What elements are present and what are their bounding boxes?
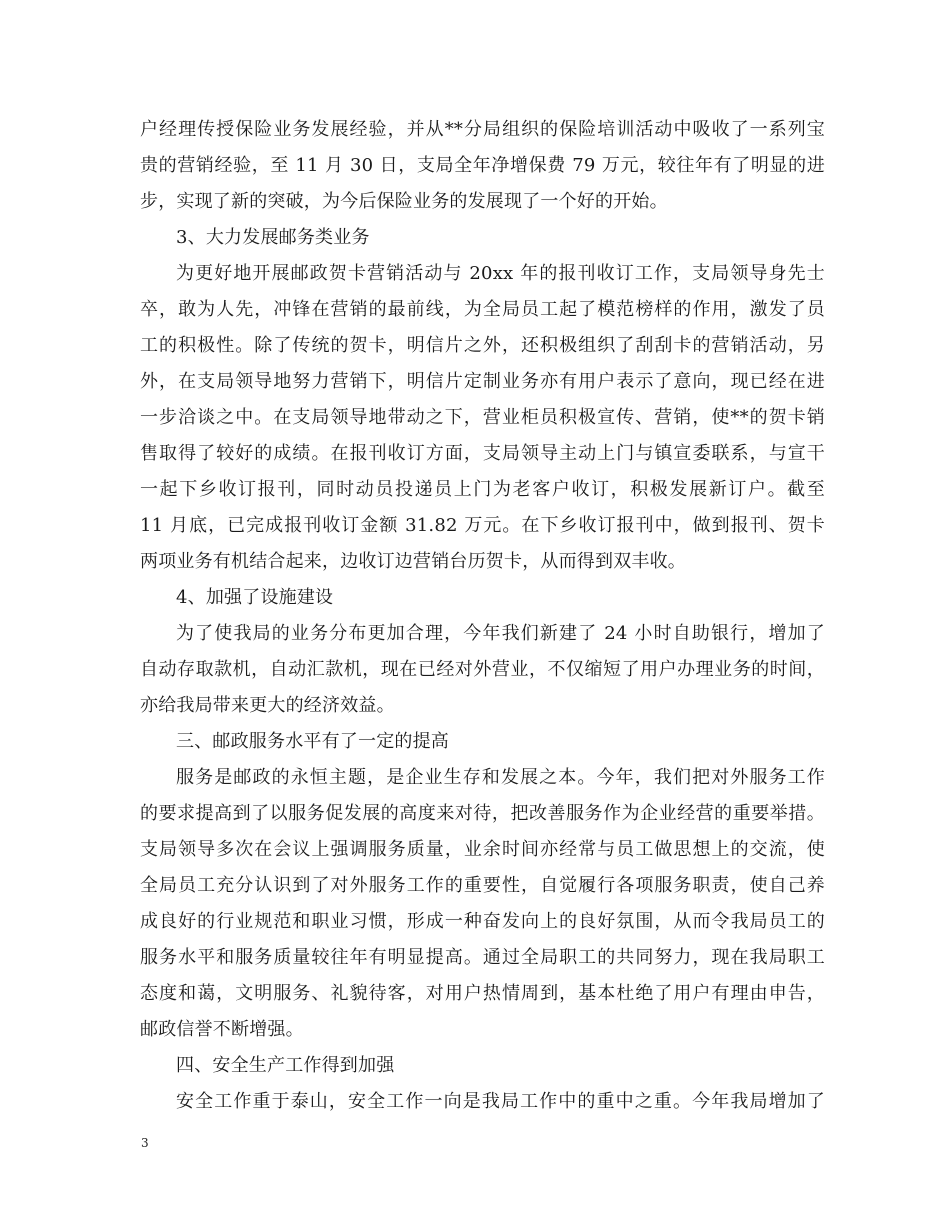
section-heading: 三、邮政服务水平有了一定的提高 bbox=[176, 731, 449, 752]
section-heading: 四、安全生产工作得到加强 bbox=[176, 1055, 395, 1076]
section-heading: 3、大力发展邮务类业务 bbox=[176, 227, 370, 248]
paragraph-line: 一起下乡收订报刊，同时动员投递员上门为老客户收订，积极发展新订户。截至 bbox=[140, 479, 825, 500]
page-number: 3 bbox=[141, 1136, 149, 1150]
paragraph-line: 全局员工充分认识到了对外服务工作的重要性，自觉履行各项服务职责，使自己养 bbox=[140, 875, 825, 896]
paragraph-last-line: 邮政信誉不断增强。 bbox=[140, 1019, 304, 1040]
paragraph-line: 外，在支局领导地努力营销下，明信片定制业务亦有用户表示了意向，现已经在进 bbox=[140, 371, 825, 392]
paragraph-line: 11 月底，已完成报刊收订金额 31.82 万元。在下乡收订报刊中，做到报刊、贺卡 bbox=[140, 515, 825, 536]
paragraph-last-line: 亦给我局带来更大的经济效益。 bbox=[140, 695, 395, 716]
paragraph-last-line: 两项业务有机结合起来，边收订边营销台历贺卡，从而得到双丰收。 bbox=[140, 551, 686, 572]
paragraph-line: 的要求提高到了以服务促发展的高度来对待，把改善服务作为企业经营的重要举措。 bbox=[140, 803, 825, 824]
paragraph-first-line: 服务是邮政的永恒主题，是企业生存和发展之本。今年，我们把对外服务工作 bbox=[176, 767, 825, 788]
paragraph-line: 售取得了较好的成绩。在报刊收订方面，支局领导主动上门与镇宣委联系，与宣干 bbox=[140, 443, 825, 464]
paragraph-first-line: 为更好地开展邮政贺卡营销活动与 20xx 年的报刊收订工作，支局领导身先士 bbox=[176, 263, 825, 284]
paragraph-line: 工的积极性。除了传统的贺卡，明信片之外，还积极组织了刮刮卡的营销活动，另 bbox=[140, 335, 825, 356]
paragraph-line: 卒，敢为人先，冲锋在营销的最前线，为全局员工起了模范榜样的作用，激发了员 bbox=[140, 299, 825, 320]
paragraph-last-line: 步，实现了新的突破，为今后保险业务的发展现了一个好的开始。 bbox=[140, 191, 668, 212]
paragraph-first-line: 为了使我局的业务分布更加合理，今年我们新建了 24 小时自助银行，增加了 bbox=[176, 623, 825, 644]
paragraph-line: 支局领导多次在会议上强调服务质量，业余时间亦经常与员工做思想上的交流，使 bbox=[140, 839, 825, 860]
paragraph-first-line: 安全工作重于泰山，安全工作一向是我局工作中的重中之重。今年我局增加了 bbox=[176, 1091, 825, 1112]
paragraph-line: 一步洽谈之中。在支局领导地带动之下，营业柜员积极宣传、营销，使**的贺卡销 bbox=[140, 407, 825, 428]
document-body bbox=[140, 112, 825, 1120]
paragraph-line: 态度和蔼，文明服务、礼貌待客，对用户热情周到，基本杜绝了用户有理由申告， bbox=[140, 983, 825, 1004]
paragraph-line: 贵的营销经验，至 11 月 30 日，支局全年净增保费 79 万元，较往年有了明显的进 bbox=[140, 155, 825, 176]
section-heading: 4、加强了设施建设 bbox=[176, 587, 334, 608]
paragraph-line: 服务水平和服务质量较往年有明显提高。通过全局职工的共同努力，现在我局职工 bbox=[140, 947, 825, 968]
paragraph-line: 自动存取款机，自动汇款机，现在已经对外营业，不仅缩短了用户办理业务的时间， bbox=[140, 659, 825, 680]
paragraph-line: 户经理传授保险业务发展经验，并从**分局组织的保险培训活动中吸收了一系列宝 bbox=[140, 119, 825, 140]
paragraph-line: 成良好的行业规范和职业习惯，形成一种奋发向上的良好氛围，从而令我局员工的 bbox=[140, 911, 825, 932]
